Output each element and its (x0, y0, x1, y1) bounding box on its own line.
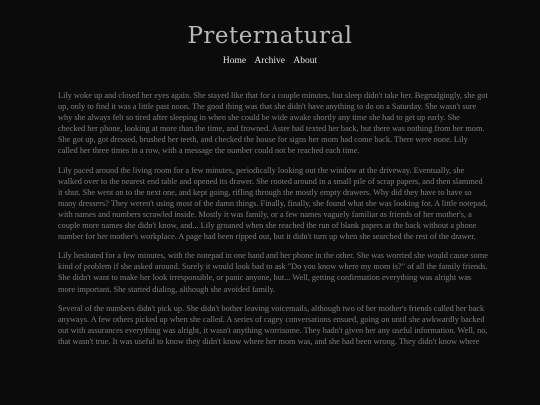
post-paragraph: Lily woke up and closed her eyes again. She stayed like that for a couple minutes, but sleep didn't take her. Begrudgingly, she got up, only to find it was a little past noon. The good thing was that she didn't have anything to do on a Saturday. She wasn't sure why she always felt so tired after sleeping in when she could be wide awake shortly any time she had to get up early. She checked her phone, looking at more than the time, and frowned. Aster had texted her back, but there was nothing from her mom. She got up, got dressed, brushed her teeth, and checked the house for signs her mom had come back. There were none. Lily called her three times in a row, with a message the number could not be reached each time. (58, 91, 488, 156)
nav-link-archive[interactable]: Archive (254, 56, 286, 66)
site-header (0, 0, 540, 80)
post-paragraph: Lily hesitated for a few minutes, with the notepad in one hand and her phone in the other. She was worried she would cause some kind of problem if she asked around. Surely it would look bad to ask "Do you know where my mom is?" of all the family friends. She didn't want to make her look irresponsible, or panic anyone, but... Well, getting confirmation everything was alright was more important. She started dialing, although she avoided family. (58, 251, 488, 294)
site-title[interactable]: Preternatural (187, 23, 353, 49)
main-nav (0, 54, 540, 68)
post-paragraph: Lily paced around the living room for a few minutes, periodically looking out the window at the driveway. Eventually, she walked over to the nearest end table and opened its drawer. She rooted around in a small pile of scrap papers, and then slammed it shut. She went on to the next one, and kept going, rifling through the mostly empty drawers. Why did they have to have so many dressers? They weren't using most of the damn things. Finally, finally, she found what she was looking for. A little notepad, with names and numbers scrawled inside. Mostly it was family, or a few names vaguely familiar as friends of her mother's, a couple more names she didn't know, and... Lily groaned when she reached the run of blank papers at the back without a phone number for her mother's workplace. A page had been ripped out, but it didn't turn up when she searched the rest of the drawer. (58, 165, 488, 242)
post-body (58, 90, 488, 355)
nav-link-home[interactable]: Home (222, 56, 247, 66)
post-paragraph: Several of the numbers didn't pick up. She didn't bother leaving voicemails, although two of her mother's friends called her back anyways. A few others picked up when she called. A series of cagey conversations ensued, going on until she awkwardly backed out with assurances everything was alright, it wasn't anything worrisome. They hadn't given her any useful information. Well, no, that wasn't true. It was useful to know they didn't know where her mom was, and she had been wrong. They didn't know where (58, 303, 488, 346)
nav-link-about[interactable]: About (293, 56, 318, 66)
